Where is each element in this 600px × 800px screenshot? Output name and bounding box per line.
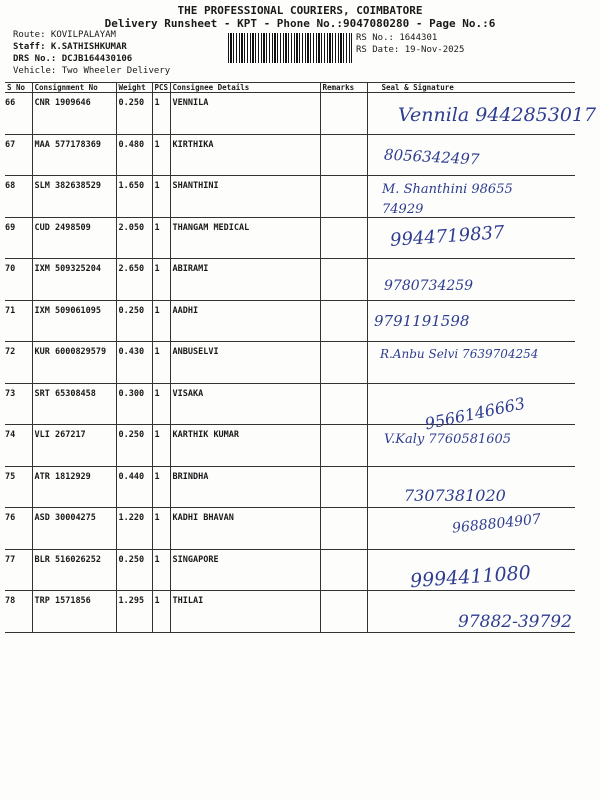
consignee-name: KIRTHIKA [170, 134, 320, 176]
consignee-name: AADHI [170, 300, 320, 342]
serial-number: 66 [5, 93, 32, 135]
remarks-cell [320, 134, 367, 176]
handwritten-signature: 9566146663 [423, 393, 527, 434]
consignment-number: IXM 509061095 [32, 300, 116, 342]
remarks-cell [320, 591, 367, 633]
handwritten-signature: 7307381020 [404, 486, 506, 505]
remarks-cell [320, 342, 367, 384]
remarks-cell [320, 425, 367, 467]
weight-value: 0.480 [116, 134, 152, 176]
handwritten-signature: 9944719837 [389, 222, 506, 251]
serial-number: 78 [5, 591, 32, 633]
weight-value: 1.220 [116, 508, 152, 550]
handwritten-signature: 97882-39792 [458, 612, 572, 632]
table-row [5, 134, 575, 176]
serial-number: 67 [5, 134, 32, 176]
serial-number: 70 [5, 259, 32, 301]
consignment-number: ASD 30004275 [32, 508, 116, 550]
consignment-number: SRT 65308458 [32, 383, 116, 425]
weight-value: 1.650 [116, 176, 152, 218]
serial-number: 74 [5, 425, 32, 467]
consignment-number: SLM 382638529 [32, 176, 116, 218]
remarks-cell [320, 217, 367, 259]
weight-value: 0.250 [116, 300, 152, 342]
consignment-number: MAA 577178369 [32, 134, 116, 176]
weight-value: 2.650 [116, 259, 152, 301]
col-pcs: PCS [152, 83, 170, 93]
remarks-cell [320, 176, 367, 218]
pcs-value: 1 [152, 508, 170, 550]
weight-value: 0.250 [116, 93, 152, 135]
consignee-name: THILAI [170, 591, 320, 633]
consignee-name: KADHI BHAVAN [170, 508, 320, 550]
col-consignee: Consignee Details [170, 83, 320, 93]
consignee-name: KARTHIK KUMAR [170, 425, 320, 467]
weight-value: 0.440 [116, 466, 152, 508]
rs-number: RS No.: 1644301 [356, 33, 438, 43]
weight-value: 0.300 [116, 383, 152, 425]
remarks-cell [320, 549, 367, 591]
serial-number: 75 [5, 466, 32, 508]
pcs-value: 1 [152, 217, 170, 259]
weight-value: 1.295 [116, 591, 152, 633]
remarks-cell [320, 93, 367, 135]
pcs-value: 1 [152, 259, 170, 301]
consignment-number: TRP 1571856 [32, 591, 116, 633]
consignee-name: ABIRAMI [170, 259, 320, 301]
weight-value: 0.250 [116, 549, 152, 591]
table-header-row [5, 83, 575, 93]
consignee-name: THANGAM MEDICAL [170, 217, 320, 259]
consignee-name: VISAKA [170, 383, 320, 425]
col-sno: S No [5, 83, 32, 93]
consignee-name: SHANTHINI [170, 176, 320, 218]
company-title: THE PROFESSIONAL COURIERS, COIMBATORE [177, 4, 423, 17]
table-row [5, 300, 575, 342]
consignee-name: VENNILA [170, 93, 320, 135]
consignment-number: BLR 516026252 [32, 549, 116, 591]
consignment-number: CUD 2498509 [32, 217, 116, 259]
col-weight: Weight [116, 83, 152, 93]
weight-value: 0.250 [116, 425, 152, 467]
handwritten-signature: 8056342497 [383, 145, 480, 169]
consignment-number: VLI 267217 [32, 425, 116, 467]
serial-number: 69 [5, 217, 32, 259]
barcode-icon [228, 33, 352, 63]
serial-number: 73 [5, 383, 32, 425]
consignment-number: ATR 1812929 [32, 466, 116, 508]
serial-number: 76 [5, 508, 32, 550]
handwritten-signature: 9780734259 [384, 278, 474, 294]
pcs-value: 1 [152, 342, 170, 384]
col-consignment: Consignment No [32, 83, 116, 93]
col-signature: Seal & Signature [367, 83, 575, 93]
weight-value: 0.430 [116, 342, 152, 384]
serial-number: 68 [5, 176, 32, 218]
consignment-number: KUR 6000829579 [32, 342, 116, 384]
remarks-cell [320, 300, 367, 342]
runsheet-subtitle: Delivery Runsheet - KPT - Phone No.:9047080280 - Page No.:6 [104, 17, 496, 30]
handwritten-signature: 9994411080 [409, 561, 532, 593]
route-label: Route: KOVILPALAYAM [13, 30, 116, 40]
pcs-value: 1 [152, 383, 170, 425]
serial-number: 71 [5, 300, 32, 342]
remarks-cell [320, 259, 367, 301]
serial-number: 77 [5, 549, 32, 591]
weight-value: 2.050 [116, 217, 152, 259]
pcs-value: 1 [152, 93, 170, 135]
consignee-name: BRINDHA [170, 466, 320, 508]
handwritten-signature: Vennila 9442853017 [398, 104, 597, 126]
consignee-name: SINGAPORE [170, 549, 320, 591]
handwritten-signature: 9688804907 [451, 511, 542, 537]
consignment-number: IXM 509325204 [32, 259, 116, 301]
handwritten-signature: R.Anbu Selvi 7639704254 [380, 347, 539, 361]
handwritten-signature: M. Shanthini 98655 74929 [382, 182, 513, 217]
remarks-cell [320, 383, 367, 425]
staff-label: Staff: K.SATHISHKUMAR [13, 42, 127, 52]
rs-date: RS Date: 19-Nov-2025 [356, 45, 465, 55]
pcs-value: 1 [152, 300, 170, 342]
pcs-value: 1 [152, 549, 170, 591]
remarks-cell [320, 466, 367, 508]
handwritten-signature: V.Kaly 7760581605 [384, 432, 512, 447]
col-remarks: Remarks [320, 83, 367, 93]
consignee-name: ANBUSELVI [170, 342, 320, 384]
pcs-value: 1 [152, 134, 170, 176]
serial-number: 72 [5, 342, 32, 384]
drs-number: DRS No.: DCJB164430106 [13, 54, 133, 64]
table-row [5, 259, 575, 301]
pcs-value: 1 [152, 591, 170, 633]
consignment-number: CNR 1909646 [32, 93, 116, 135]
pcs-value: 1 [152, 176, 170, 218]
pcs-value: 1 [152, 466, 170, 508]
pcs-value: 1 [152, 425, 170, 467]
vehicle-label: Vehicle: Two Wheeler Delivery [13, 66, 171, 76]
remarks-cell [320, 508, 367, 550]
handwritten-signature: 9791191598 [374, 312, 470, 330]
